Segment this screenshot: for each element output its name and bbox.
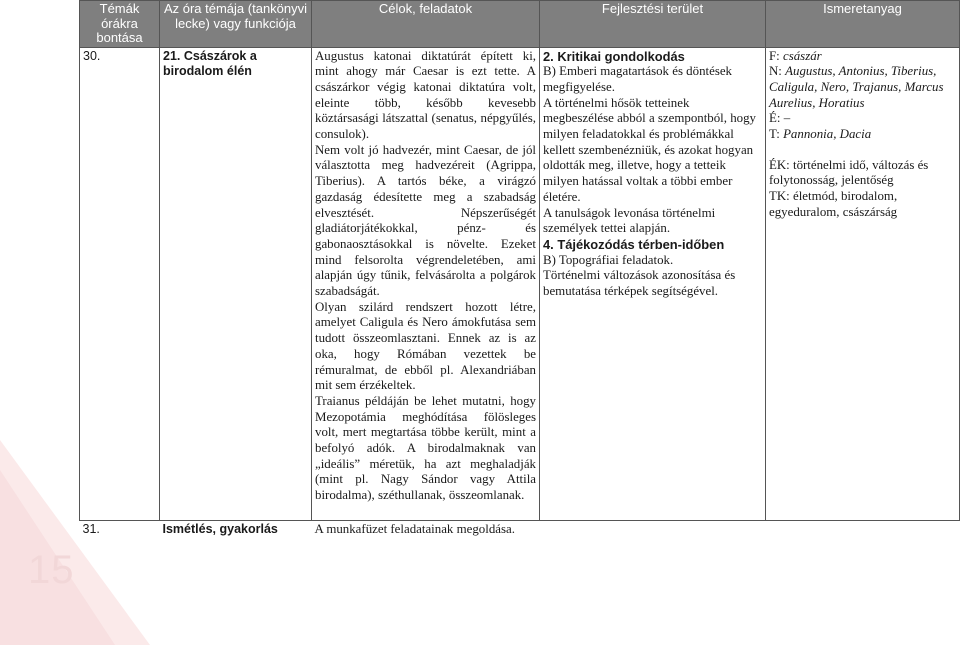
spacer	[769, 143, 956, 158]
goals-paragraph: Augustus katonai diktatúrát épített ki, mint ahogy már Caesar is ezt tette. A császárkor végig katonai diktatúra volt, eleinte több, később kevesebb köztársasági látszattal (senatus, népgyűlés, consulok).	[315, 48, 536, 142]
lesson-topic: Ismétlés, gyakorlás	[160, 520, 312, 538]
subject-concepts: TK: életmód, birodalom, egyeduralom, császárság	[769, 189, 898, 219]
years-label: É:	[769, 111, 781, 126]
header-goals: Célok, feladatok	[312, 1, 540, 48]
names-label: N:	[769, 64, 782, 79]
header-row	[80, 1, 960, 48]
header-knowledge: Ismeretanyag	[766, 1, 960, 48]
area-paragraph: Történelmi változások azonosítása és bemutatása térképek segítségével.	[543, 268, 736, 299]
years-line	[769, 111, 956, 127]
lesson-topic: 21. Császárok a birodalom élén	[160, 47, 312, 520]
places-value: Pannonia, Dacia	[783, 127, 872, 142]
header-development-area: Fejlesztési terület	[540, 1, 766, 48]
lesson-number: 30.	[80, 47, 160, 520]
table-row	[80, 520, 960, 538]
knowledge-cell	[766, 47, 960, 520]
concept-value: császár	[783, 48, 822, 63]
goals-paragraph: Nem volt jó hadvezér, mint Caesar, de jól választotta meg hadvezéreit (Agrippa, Tiberius). A tartós béke, a virágzó gazdaság édesítette meg a szabadság elvesztését. Népszerűségét gladiátorjátékokkal, pénz- és gabonaosztásokkal is növelte. Ezeket mind felsorolta végrendeletében, ami alapján úgy tűnik, felvásárolta a polgárok szabadságát.	[315, 142, 536, 299]
area-heading: 2. Kritikai gondolkodás	[543, 48, 685, 64]
concept-line	[769, 49, 956, 65]
header-topics: Témák órákra bontása	[80, 1, 160, 48]
places-label: T:	[769, 127, 780, 142]
table-row	[80, 47, 960, 520]
key-concepts: ÉK: történelmi idő, változás és folytonosság, jelentőség	[769, 157, 929, 188]
area-subheading: B) Topográfiai feladatok.	[543, 252, 674, 267]
area-paragraph: A történelmi hősök tetteinek megbeszélése abból a szempontból, hogy milyen feladatokkal és problémákkal kellett szembenézniük, és azokat hogyan oldották meg, illetve, hogy a tetteik milyen hatással voltak a többi ember életére.	[543, 95, 756, 204]
goals-cell	[312, 47, 540, 520]
area-heading: 4. Tájékozódás térben-időben	[543, 236, 725, 252]
area-paragraph: A tanulságok levonása történelmi személyek tettei alapján.	[543, 205, 716, 236]
names-line	[769, 64, 956, 111]
goals-cell: A munkafüzet feladatainak megoldása.	[312, 520, 960, 538]
places-line	[769, 127, 956, 143]
development-area-cell	[540, 47, 766, 520]
area-subheading: B) Emberi magatartások és döntések megfigyelése.	[543, 64, 733, 94]
years-value: –	[783, 111, 791, 126]
concept-label: F:	[769, 48, 780, 63]
goals-paragraph: Traianus példáján be lehet mutatni, hogy Mezopotámia meghódítása fölösleges volt, mert megtartása többe került, mint a befolyó adók. A birodalmaknak van „ideális” méretük, ha azt meghaladják (mint pl. Nagy Sándor vagy Attila birodalma), széthullanak, összeomlanak.	[315, 393, 536, 503]
syllabus-table	[79, 0, 960, 538]
goals-paragraph: Olyan szilárd rendszert hozott létre, amelyet Caligula és Nero ámokfutása sem tudott összeomlasztani. Ennek az is az oka, hogy Rómában vezettek be rémuralmat, de ebből pl. Alexandriában mit sem érzékeltek.	[315, 299, 536, 393]
lesson-number: 31.	[80, 520, 160, 538]
header-lesson-topic: Az óra témája (tankönyvi lecke) vagy funkciója	[160, 1, 312, 48]
names-value: Augustus, Antonius, Tiberius, Caligula, Nero, Trajanus, Marcus Aurelius, Horatius	[769, 64, 944, 110]
page-number: 15	[28, 548, 75, 592]
